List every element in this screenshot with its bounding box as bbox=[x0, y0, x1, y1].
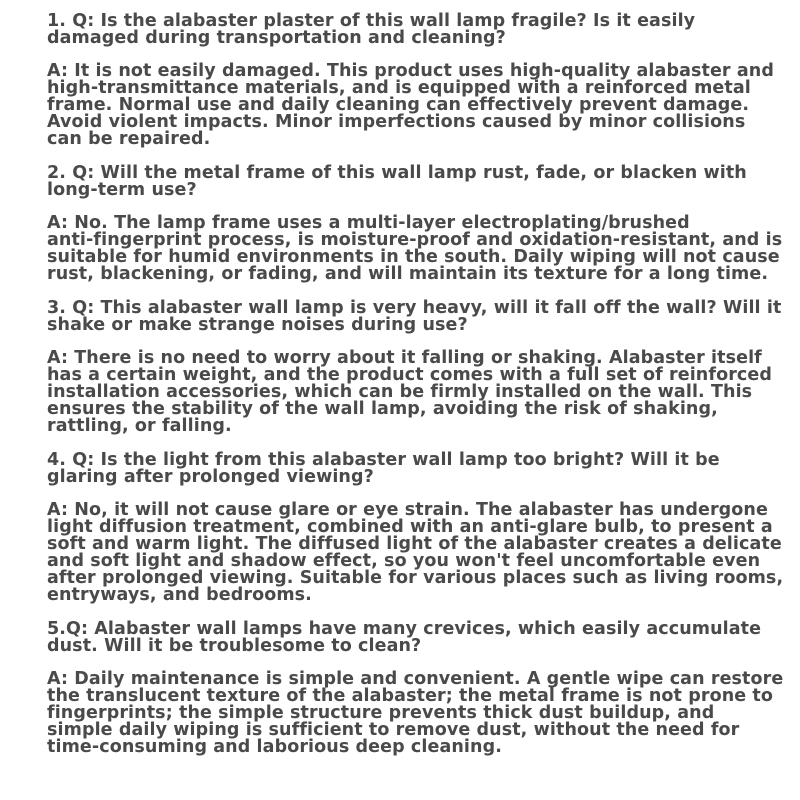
faq-question-3-line-2: shake or make strange noises during use? bbox=[47, 315, 468, 335]
faq-answer-4-line-1: A: No, it will not cause glare or eye strain. The alabaster has undergone bbox=[47, 500, 768, 520]
faq-answer-5-line-4: simple daily wiping is sufficient to remove dust, without the need for bbox=[47, 720, 740, 740]
faq-answer-1-line-1: A: It is not easily damaged. This product uses high-quality alabaster and bbox=[47, 61, 774, 81]
faq-question-4-line-1: 4. Q: Is the light from this alabaster wall lamp too bright? Will it be bbox=[47, 450, 720, 470]
faq-answer-2-line-3: suitable for humid environments in the south. Daily wiping will not cause bbox=[47, 247, 780, 267]
faq-answer-3 bbox=[47, 350, 777, 435]
faq-answer-4-line-5: after prolonged viewing. Suitable for various places such as living rooms, bbox=[47, 568, 784, 588]
faq-answer-4-line-2: light diffusion treatment, combined with an anti-glare bulb, to present a bbox=[47, 517, 773, 537]
faq-answer-1-line-4: Avoid violent impacts. Minor imperfections caused by minor collisions bbox=[47, 112, 746, 132]
faq-answer-5-line-1: A: Daily maintenance is simple and convenient. A gentle wipe can restore bbox=[47, 669, 784, 689]
faq-answer-2-line-2: anti-fingerprint process, is moisture-proof and oxidation-resistant, and is bbox=[47, 230, 783, 250]
faq-answer-5-line-5: time-consuming and laborious deep cleaning. bbox=[47, 737, 502, 757]
faq-question-5-line-1: 5.Q: Alabaster wall lamps have many crevices, which easily accumulate bbox=[47, 619, 762, 639]
faq-answer-4 bbox=[47, 500, 784, 605]
faq-question-1-line-2: damaged during transportation and cleaning? bbox=[47, 28, 506, 48]
faq-answer-3-line-4: ensures the stability of the wall lamp, avoiding the risk of shaking, bbox=[47, 399, 718, 419]
faq-question-5-line-2: dust. Will it be troublesome to clean? bbox=[47, 636, 422, 656]
faq-answer-4-line-3: soft and warm light. The diffused light of the alabaster creates a delicate bbox=[47, 534, 782, 554]
faq-answer-5-line-3: fingerprints; the simple structure prevents thick dust buildup, and bbox=[47, 703, 715, 723]
faq-answer-1-line-3: frame. Normal use and daily cleaning can effectively prevent damage. bbox=[47, 95, 750, 115]
faq-answer-3-line-3: installation accessories, which can be firmly installed on the wall. This bbox=[47, 382, 753, 402]
faq-question-2-line-2: long-term use? bbox=[47, 180, 197, 200]
faq-answer-2-line-4: rust, blackening, or fading, and will maintain its texture for a long time. bbox=[47, 264, 769, 284]
faq-list bbox=[47, 11, 784, 773]
faq-answer-3-line-2: has a certain weight, and the product comes with a full set of reinforced bbox=[47, 365, 772, 385]
faq-answer-3-line-5: rattling, or falling. bbox=[47, 416, 232, 436]
faq-answer-1 bbox=[47, 63, 777, 148]
faq-answer-5-line-2: the translucent texture of the alabaster; the metal frame is not prone to bbox=[47, 686, 773, 706]
faq-question-5 bbox=[47, 621, 777, 655]
faq-answer-2-line-1: A: No. The lamp frame uses a multi-layer electroplating/brushed bbox=[47, 213, 690, 233]
faq-question-2 bbox=[47, 165, 777, 199]
faq-answer-1-line-2: high-transmittance materials, and is equipped with a reinforced metal bbox=[47, 78, 751, 98]
faq-answer-2 bbox=[47, 213, 783, 284]
faq-question-3 bbox=[47, 298, 782, 335]
faq-answer-5 bbox=[47, 669, 784, 757]
faq-question-2-line-1: 2. Q: Will the metal frame of this wall lamp rust, fade, or blacken with bbox=[47, 163, 747, 183]
faq-answer-4-line-4: and soft light and shadow effect, so you won't feel uncomfortable even bbox=[47, 551, 761, 571]
faq-question-1 bbox=[47, 13, 777, 47]
faq-answer-1-line-5: can be repaired. bbox=[47, 129, 211, 149]
faq-question-1-line-1: 1. Q: Is the alabaster plaster of this wall lamp fragile? Is it easily bbox=[47, 11, 696, 31]
faq-question-4 bbox=[47, 452, 777, 486]
faq-answer-4-line-6: entryways, and bedrooms. bbox=[47, 585, 312, 605]
faq-answer-3-line-1: A: There is no need to worry about it falling or shaking. Alabaster itself bbox=[47, 348, 762, 368]
faq-question-3-line-1: 3. Q: This alabaster wall lamp is very heavy, will it fall off the wall? Will it bbox=[47, 298, 782, 318]
faq-question-4-line-2: glaring after prolonged viewing? bbox=[47, 467, 374, 487]
